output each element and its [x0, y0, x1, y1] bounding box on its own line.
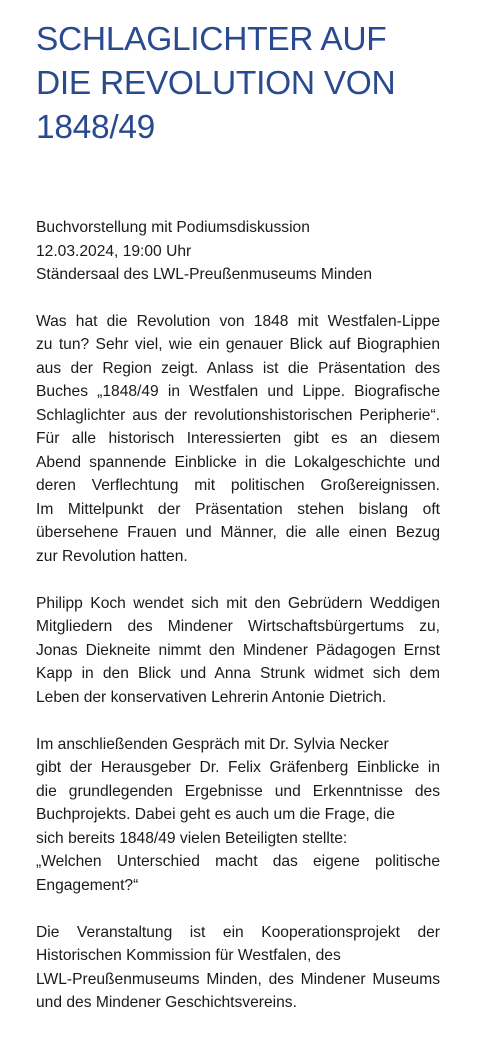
paragraph-discussion: [36, 733, 440, 898]
text-line: „Welchen Unterschied macht das eigene politische: [36, 853, 440, 870]
text-line: gibt der Herausgeber Dr. Felix Gräfenberg Einblicke in: [36, 759, 440, 776]
paragraph-speakers: [36, 592, 440, 710]
text-line: Jonas Diekneite nimmt den Mindener Pädagogen Ernst: [36, 641, 440, 659]
text-line: die grundlegenden Ergebnisse und Erkenntnisse des: [36, 782, 440, 800]
body-text: [36, 310, 440, 1015]
paragraph-intro: [36, 310, 440, 569]
document-page: [36, 0, 440, 1038]
text-line: und des Mindener Geschichtsvereins.: [36, 994, 297, 1011]
text-line: Im anschließenden Gespräch mit Dr. Sylvia Necker: [36, 735, 389, 753]
title-line: 1848/49: [36, 109, 155, 146]
event-datetime: 12.03.2024, 19:00 Uhr: [36, 242, 192, 260]
text-line: zur Revolution hatten.: [36, 547, 188, 565]
text-line: Buchprojekts. Dabei geht es auch um die Frage, die: [36, 806, 395, 823]
text-line: Engagement?“: [36, 876, 139, 894]
text-line: Die Veranstaltung ist ein Kooperationsprojekt der: [36, 923, 440, 941]
text-line: Für alle historisch Interessierten gibt es an diesem: [36, 430, 440, 447]
text-line: Im Mittelpunkt der Präsentation stehen bislang oft: [36, 500, 440, 518]
text-line: Historischen Kommission für Westfalen, des: [36, 947, 341, 964]
text-line: Leben der konservativen Lehrerin Antonie Dietrich.: [36, 688, 387, 706]
title-line: SCHLAGLICHTER AUF: [36, 21, 387, 58]
text-line: Schlaglichter aus der revolutionshistorischen Peripherie“.: [36, 406, 440, 424]
text-line: Was hat die Revolution von 1848 mit Westfalen-Lippe: [36, 312, 440, 330]
text-line: Kapp in den Blick und Anna Strunk widmet sich dem: [36, 665, 440, 682]
text-line: zu tun? Sehr viel, wie ein genauer Blick auf Biographien: [36, 336, 440, 353]
text-line: Mitgliedern des Mindener Wirtschaftsbürgertums zu,: [36, 618, 440, 635]
text-line: übersehene Frauen und Männer, die alle einen Bezug: [36, 524, 440, 541]
event-location: Ständersaal des LWL-Preußenmuseums Minden: [36, 266, 373, 283]
text-line: sich bereits 1848/49 vielen Beteiligten stellte:: [36, 829, 348, 847]
page-title: [36, 18, 440, 150]
text-line: deren Verflechtung mit politischen Großereignissen.: [36, 477, 440, 494]
event-type: Buchvorstellung mit Podiumsdiskussion: [36, 219, 310, 236]
text-line: Abend spannende Einblicke in die Lokalgeschichte und: [36, 453, 440, 471]
text-line: aus der Region zeigt. Anlass ist die Präsentation des: [36, 359, 440, 377]
title-line: DIE REVOLUTION VON: [36, 65, 396, 102]
text-line: Buches „1848/49 in Westfalen und Lippe. Biografische: [36, 383, 440, 400]
text-line: Philipp Koch wendet sich mit den Gebrüdern Weddigen: [36, 594, 440, 612]
event-info: [36, 216, 440, 287]
text-line: LWL-Preußenmuseums Minden, des Mindener Museums: [36, 970, 440, 988]
paragraph-cooperation: [36, 921, 440, 1015]
